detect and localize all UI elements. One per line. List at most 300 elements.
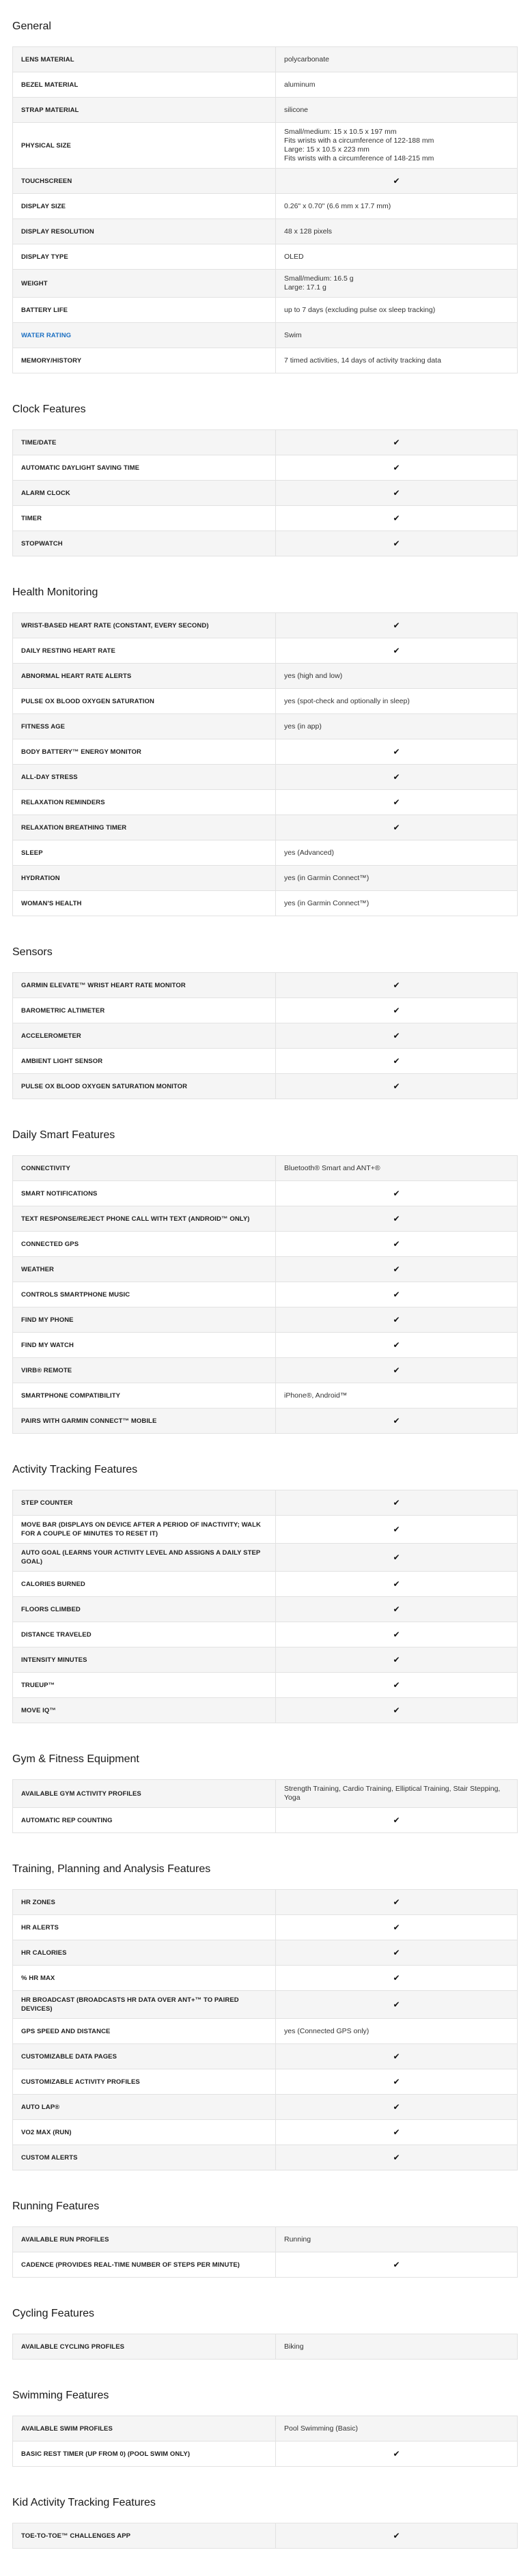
spec-label: AVAILABLE CYCLING PROFILES	[13, 2334, 276, 2360]
spec-label: TIME/DATE	[13, 430, 276, 455]
spec-table	[12, 2523, 518, 2549]
spec-section-swimming-features	[12, 2387, 518, 2467]
spec-table	[12, 1779, 518, 1833]
spec-value	[276, 765, 518, 790]
check-icon: ✔	[393, 620, 400, 630]
spec-value	[276, 481, 518, 506]
spec-label: PULSE OX BLOOD OXYGEN SATURATION	[13, 689, 276, 714]
spec-label: CUSTOMIZABLE DATA PAGES	[13, 2044, 276, 2069]
spec-row	[13, 1307, 518, 1333]
check-icon: ✔	[393, 487, 400, 498]
spec-label: PULSE OX BLOOD OXYGEN SATURATION MONITOR	[13, 1074, 276, 1099]
spec-value: yes (high and low)	[276, 664, 518, 689]
spec-row	[13, 638, 518, 664]
spec-row	[13, 506, 518, 531]
spec-row	[13, 1023, 518, 1049]
check-icon: ✔	[393, 822, 400, 832]
spec-label: DAILY RESTING HEART RATE	[13, 638, 276, 664]
check-icon: ✔	[393, 2259, 400, 2269]
spec-row	[13, 1572, 518, 1597]
spec-value: iPhone®, Android™	[276, 1383, 518, 1409]
spec-row	[13, 1808, 518, 1833]
spec-row	[13, 1206, 518, 1232]
spec-value	[276, 1206, 518, 1232]
spec-row	[13, 2252, 518, 2278]
spec-row	[13, 169, 518, 194]
spec-label: GPS SPEED AND DISTANCE	[13, 2019, 276, 2044]
spec-value	[276, 739, 518, 765]
spec-value	[276, 790, 518, 815]
spec-row	[13, 998, 518, 1023]
spec-label: AUTO LAP®	[13, 2095, 276, 2120]
spec-value	[276, 2523, 518, 2549]
check-icon: ✔	[393, 772, 400, 782]
spec-label: HR ALERTS	[13, 1915, 276, 1940]
spec-row	[13, 298, 518, 323]
spec-value: Strength Training, Cardio Training, Elliptical Training, Stair Stepping, Yoga	[276, 1780, 518, 1808]
spec-row	[13, 194, 518, 219]
spec-label: CONNECTIVITY	[13, 1156, 276, 1181]
spec-row	[13, 270, 518, 298]
spec-row	[13, 840, 518, 866]
spec-row	[13, 2416, 518, 2441]
spec-label: HR CALORIES	[13, 1940, 276, 1966]
check-icon: ✔	[393, 513, 400, 523]
spec-row	[13, 1597, 518, 1622]
spec-value: Biking	[276, 2334, 518, 2360]
check-icon: ✔	[393, 1030, 400, 1041]
spec-row	[13, 973, 518, 998]
spec-row	[13, 2095, 518, 2120]
check-icon: ✔	[393, 437, 400, 447]
spec-label: VO2 MAX (RUN)	[13, 2120, 276, 2145]
check-icon: ✔	[393, 1239, 400, 1249]
spec-value	[276, 1023, 518, 1049]
spec-row	[13, 1257, 518, 1282]
check-icon: ✔	[393, 1365, 400, 1375]
spec-label: TOUCHSCREEN	[13, 169, 276, 194]
spec-section-training-planning-and-analysis-features	[12, 1860, 518, 2170]
spec-label: SMART NOTIFICATIONS	[13, 1181, 276, 1206]
check-icon: ✔	[393, 1289, 400, 1299]
spec-table	[12, 46, 518, 373]
spec-row	[13, 47, 518, 72]
spec-value	[276, 2095, 518, 2120]
spec-section-activity-tracking-features	[12, 1461, 518, 1723]
check-icon: ✔	[393, 797, 400, 807]
check-icon: ✔	[393, 1579, 400, 1589]
spec-label: RELAXATION BREATHING TIMER	[13, 815, 276, 840]
spec-label: STOPWATCH	[13, 531, 276, 556]
spec-value	[276, 1544, 518, 1572]
section-title: Gym & Fitness Equipment	[12, 1753, 139, 1765]
spec-row	[13, 1282, 518, 1307]
spec-value	[276, 1940, 518, 1966]
check-icon: ✔	[393, 1081, 400, 1091]
spec-table	[12, 1155, 518, 1434]
section-title: Swimming Features	[12, 2390, 109, 2401]
check-icon: ✔	[393, 175, 400, 186]
check-icon: ✔	[393, 1999, 400, 2009]
check-icon: ✔	[393, 1972, 400, 1983]
spec-section-running-features	[12, 2198, 518, 2278]
spec-label: VIRB® REMOTE	[13, 1358, 276, 1383]
spec-value	[276, 1808, 518, 1833]
spec-row	[13, 1544, 518, 1572]
spec-label: FLOORS CLIMBED	[13, 1597, 276, 1622]
spec-value	[276, 1257, 518, 1282]
spec-section-general	[12, 18, 518, 373]
spec-row	[13, 1358, 518, 1383]
spec-value	[276, 455, 518, 481]
check-icon: ✔	[393, 1188, 400, 1198]
spec-row	[13, 2441, 518, 2467]
spec-label: WRIST-BASED HEART RATE (CONSTANT, EVERY SECOND)	[13, 613, 276, 638]
spec-row	[13, 1991, 518, 2019]
spec-row	[13, 1647, 518, 1673]
spec-row	[13, 455, 518, 481]
check-icon: ✔	[393, 1415, 400, 1426]
spec-row	[13, 323, 518, 348]
spec-row	[13, 531, 518, 556]
check-icon: ✔	[393, 462, 400, 472]
spec-value: up to 7 days (excluding pulse ox sleep tracking)	[276, 298, 518, 323]
spec-section-clock-features	[12, 401, 518, 556]
spec-value	[276, 1966, 518, 1991]
spec-value: Swim	[276, 323, 518, 348]
spec-row	[13, 1383, 518, 1409]
spec-label: CONNECTED GPS	[13, 1232, 276, 1257]
spec-value: 48 x 128 pixels	[276, 219, 518, 244]
spec-row	[13, 2227, 518, 2252]
spec-value	[276, 2441, 518, 2467]
spec-value: yes (in Garmin Connect™)	[276, 891, 518, 916]
spec-row	[13, 765, 518, 790]
section-title: Kid Activity Tracking Features	[12, 2497, 156, 2508]
spec-row	[13, 72, 518, 98]
spec-value: 0.26" x 0.70" (6.6 mm x 17.7 mm)	[276, 194, 518, 219]
spec-row	[13, 98, 518, 123]
spec-section-gym-fitness-equipment	[12, 1751, 518, 1833]
spec-value	[276, 1597, 518, 1622]
spec-row	[13, 2044, 518, 2069]
spec-row	[13, 123, 518, 169]
spec-section-kid-activity-tracking-features	[12, 2494, 518, 2549]
section-title: Daily Smart Features	[12, 1129, 115, 1141]
spec-value	[276, 1049, 518, 1074]
spec-label: ACCELEROMETER	[13, 1023, 276, 1049]
spec-row	[13, 1181, 518, 1206]
spec-value: Small/medium: 15 x 10.5 x 197 mm Fits wrists with a circumference of 122-188 mm Large: 15 x 10.5 x 223 mm Fits wrists with a circumference of 148-215 mm	[276, 123, 518, 169]
spec-value	[276, 1698, 518, 1723]
check-icon: ✔	[393, 1680, 400, 1690]
spec-row	[13, 1940, 518, 1966]
spec-value	[276, 2120, 518, 2145]
spec-value	[276, 1647, 518, 1673]
spec-value	[276, 2044, 518, 2069]
spec-value	[276, 1915, 518, 1940]
check-icon: ✔	[393, 1005, 400, 1015]
spec-label: SMARTPHONE COMPATIBILITY	[13, 1383, 276, 1409]
spec-value: Small/medium: 16.5 g Large: 17.1 g	[276, 270, 518, 298]
spec-label: AUTOMATIC REP COUNTING	[13, 1808, 276, 1833]
spec-label: ABNORMAL HEART RATE ALERTS	[13, 664, 276, 689]
spec-value: polycarbonate	[276, 47, 518, 72]
spec-label: HR BROADCAST (BROADCASTS HR DATA OVER ANT+™ TO PAIRED DEVICES)	[13, 1991, 276, 2019]
spec-row	[13, 815, 518, 840]
spec-label: WOMAN'S HEALTH	[13, 891, 276, 916]
section-title: Health Monitoring	[12, 586, 98, 598]
spec-row	[13, 613, 518, 638]
check-icon: ✔	[393, 2127, 400, 2137]
spec-row	[13, 891, 518, 916]
check-icon: ✔	[393, 980, 400, 990]
spec-label: MOVE BAR (DISPLAYS ON DEVICE AFTER A PERIOD OF INACTIVITY; WALK FOR A COUPLE OF MINUTES TO RESET IT)	[13, 1516, 276, 1544]
spec-label: STRAP MATERIAL	[13, 98, 276, 123]
spec-label: CONTROLS SMARTPHONE MUSIC	[13, 1282, 276, 1307]
spec-label: AVAILABLE GYM ACTIVITY PROFILES	[13, 1780, 276, 1808]
spec-label: ALARM CLOCK	[13, 481, 276, 506]
check-icon: ✔	[393, 1314, 400, 1325]
spec-label: CALORIES BURNED	[13, 1572, 276, 1597]
spec-value	[276, 638, 518, 664]
spec-label: AMBIENT LIGHT SENSOR	[13, 1049, 276, 1074]
spec-label: DISPLAY TYPE	[13, 244, 276, 270]
spec-label: PAIRS WITH GARMIN CONNECT™ MOBILE	[13, 1409, 276, 1434]
spec-section-sensors	[12, 944, 518, 1099]
spec-label: AVAILABLE RUN PROFILES	[13, 2227, 276, 2252]
spec-label: DISTANCE TRAVELED	[13, 1622, 276, 1647]
spec-value: yes (Connected GPS only)	[276, 2019, 518, 2044]
spec-value: yes (Advanced)	[276, 840, 518, 866]
spec-label: AUTOMATIC DAYLIGHT SAVING TIME	[13, 455, 276, 481]
spec-value	[276, 1409, 518, 1434]
check-icon: ✔	[393, 1552, 400, 1562]
spec-value	[276, 2252, 518, 2278]
spec-table	[12, 612, 518, 916]
check-icon: ✔	[393, 1524, 400, 1534]
spec-label: AVAILABLE SWIM PROFILES	[13, 2416, 276, 2441]
spec-value: Pool Swimming (Basic)	[276, 2416, 518, 2441]
spec-row	[13, 1490, 518, 1516]
spec-row	[13, 2523, 518, 2549]
spec-label: TIMER	[13, 506, 276, 531]
spec-value	[276, 1333, 518, 1358]
section-title: Cycling Features	[12, 2308, 95, 2319]
spec-value	[276, 1673, 518, 1698]
check-icon: ✔	[393, 1815, 400, 1825]
spec-label: CADENCE (PROVIDES REAL-TIME NUMBER OF STEPS PER MINUTE)	[13, 2252, 276, 2278]
spec-value: yes (spot-check and optionally in sleep)	[276, 689, 518, 714]
spec-label: FIND MY WATCH	[13, 1333, 276, 1358]
spec-row	[13, 1333, 518, 1358]
spec-row	[13, 1156, 518, 1181]
spec-value	[276, 531, 518, 556]
spec-row	[13, 1409, 518, 1434]
spec-row	[13, 714, 518, 739]
spec-label-link[interactable]: WATER RATING	[13, 323, 276, 348]
spec-value	[276, 1890, 518, 1915]
spec-label: BEZEL MATERIAL	[13, 72, 276, 98]
spec-row	[13, 739, 518, 765]
spec-label: FIND MY PHONE	[13, 1307, 276, 1333]
spec-row	[13, 1966, 518, 1991]
check-icon: ✔	[393, 1922, 400, 1932]
spec-row	[13, 790, 518, 815]
spec-value	[276, 1074, 518, 1099]
spec-section-health-monitoring	[12, 584, 518, 916]
check-icon: ✔	[393, 2152, 400, 2162]
spec-table	[12, 2416, 518, 2467]
spec-label: HYDRATION	[13, 866, 276, 891]
spec-value	[276, 506, 518, 531]
check-icon: ✔	[393, 1604, 400, 1614]
check-icon: ✔	[393, 1705, 400, 1715]
spec-value: Running	[276, 2227, 518, 2252]
spec-row	[13, 481, 518, 506]
spec-label: RELAXATION REMINDERS	[13, 790, 276, 815]
check-icon: ✔	[393, 1897, 400, 1907]
spec-row	[13, 219, 518, 244]
spec-label: WEATHER	[13, 1257, 276, 1282]
check-icon: ✔	[393, 1629, 400, 1639]
spec-label: % HR MAX	[13, 1966, 276, 1991]
spec-value: aluminum	[276, 72, 518, 98]
spec-label: BASIC REST TIMER (UP FROM 0) (POOL SWIM ONLY)	[13, 2441, 276, 2467]
check-icon: ✔	[393, 2076, 400, 2086]
spec-value	[276, 430, 518, 455]
check-icon: ✔	[393, 1654, 400, 1665]
spec-value: yes (in app)	[276, 714, 518, 739]
spec-table	[12, 1889, 518, 2170]
spec-value	[276, 169, 518, 194]
check-icon: ✔	[393, 2448, 400, 2459]
spec-row	[13, 1074, 518, 1099]
spec-label: AUTO GOAL (LEARNS YOUR ACTIVITY LEVEL AND ASSIGNS A DAILY STEP GOAL)	[13, 1544, 276, 1572]
spec-value	[276, 1490, 518, 1516]
spec-table	[12, 429, 518, 556]
spec-value	[276, 2069, 518, 2095]
spec-table	[12, 1490, 518, 1723]
check-icon: ✔	[393, 2530, 400, 2540]
spec-table	[12, 972, 518, 1099]
spec-row	[13, 689, 518, 714]
spec-value	[276, 1307, 518, 1333]
section-title: Running Features	[12, 2200, 100, 2212]
spec-label: BATTERY LIFE	[13, 298, 276, 323]
spec-value	[276, 1181, 518, 1206]
spec-value: OLED	[276, 244, 518, 270]
spec-value	[276, 815, 518, 840]
spec-label: CUSTOM ALERTS	[13, 2145, 276, 2170]
spec-row	[13, 2145, 518, 2170]
spec-value	[276, 998, 518, 1023]
spec-value: yes (in Garmin Connect™)	[276, 866, 518, 891]
spec-section-daily-smart-features	[12, 1127, 518, 1434]
spec-label: HR ZONES	[13, 1890, 276, 1915]
spec-value: 7 timed activities, 14 days of activity tracking data	[276, 348, 518, 373]
section-title: General	[12, 20, 51, 32]
spec-label: MOVE IQ™	[13, 1698, 276, 1723]
spec-label: TRUEUP™	[13, 1673, 276, 1698]
check-icon: ✔	[393, 645, 400, 655]
spec-value	[276, 973, 518, 998]
check-icon: ✔	[393, 538, 400, 548]
section-title: Sensors	[12, 946, 53, 958]
spec-row	[13, 664, 518, 689]
spec-label: MEMORY/HISTORY	[13, 348, 276, 373]
check-icon: ✔	[393, 1056, 400, 1066]
spec-label: ALL-DAY STRESS	[13, 765, 276, 790]
section-title: Activity Tracking Features	[12, 1464, 138, 1475]
spec-label: DISPLAY RESOLUTION	[13, 219, 276, 244]
spec-value	[276, 1358, 518, 1383]
spec-label: SLEEP	[13, 840, 276, 866]
spec-label: FITNESS AGE	[13, 714, 276, 739]
check-icon: ✔	[393, 1340, 400, 1350]
spec-label: PHYSICAL SIZE	[13, 123, 276, 169]
spec-label: TEXT RESPONSE/REJECT PHONE CALL WITH TEXT (ANDROID™ ONLY)	[13, 1206, 276, 1232]
spec-label: DISPLAY SIZE	[13, 194, 276, 219]
spec-row	[13, 2069, 518, 2095]
check-icon: ✔	[393, 1264, 400, 1274]
spec-row	[13, 1673, 518, 1698]
spec-label: WEIGHT	[13, 270, 276, 298]
spec-row	[13, 2120, 518, 2145]
spec-value: silicone	[276, 98, 518, 123]
spec-label: INTENSITY MINUTES	[13, 1647, 276, 1673]
check-icon: ✔	[393, 746, 400, 756]
spec-label: BAROMETRIC ALTIMETER	[13, 998, 276, 1023]
spec-row	[13, 866, 518, 891]
section-title: Training, Planning and Analysis Features	[12, 1863, 211, 1875]
spec-value	[276, 1282, 518, 1307]
spec-value: Bluetooth® Smart and ANT+®	[276, 1156, 518, 1181]
spec-row	[13, 348, 518, 373]
check-icon: ✔	[393, 2101, 400, 2112]
spec-label: GARMIN ELEVATE™ WRIST HEART RATE MONITOR	[13, 973, 276, 998]
spec-table	[12, 2226, 518, 2278]
spec-row	[13, 1622, 518, 1647]
section-title: Clock Features	[12, 404, 86, 415]
spec-row	[13, 2334, 518, 2360]
spec-row	[13, 1049, 518, 1074]
spec-row	[13, 1698, 518, 1723]
spec-row	[13, 1516, 518, 1544]
spec-row	[13, 430, 518, 455]
spec-value	[276, 1232, 518, 1257]
spec-value	[276, 2145, 518, 2170]
spec-row	[13, 1232, 518, 1257]
spec-value	[276, 1622, 518, 1647]
spec-label: CUSTOMIZABLE ACTIVITY PROFILES	[13, 2069, 276, 2095]
check-icon: ✔	[393, 2051, 400, 2061]
spec-row	[13, 1780, 518, 1808]
spec-row	[13, 1890, 518, 1915]
specs-page	[12, 0, 518, 2549]
spec-value	[276, 1516, 518, 1544]
spec-row	[13, 244, 518, 270]
spec-label: TOE-TO-TOE™ CHALLENGES APP	[13, 2523, 276, 2549]
check-icon: ✔	[393, 1947, 400, 1957]
check-icon: ✔	[393, 1213, 400, 1223]
spec-table	[12, 2334, 518, 2360]
spec-label: STEP COUNTER	[13, 1490, 276, 1516]
check-icon: ✔	[393, 1497, 400, 1508]
spec-label: BODY BATTERY™ ENERGY MONITOR	[13, 739, 276, 765]
spec-row	[13, 2019, 518, 2044]
spec-row	[13, 1915, 518, 1940]
